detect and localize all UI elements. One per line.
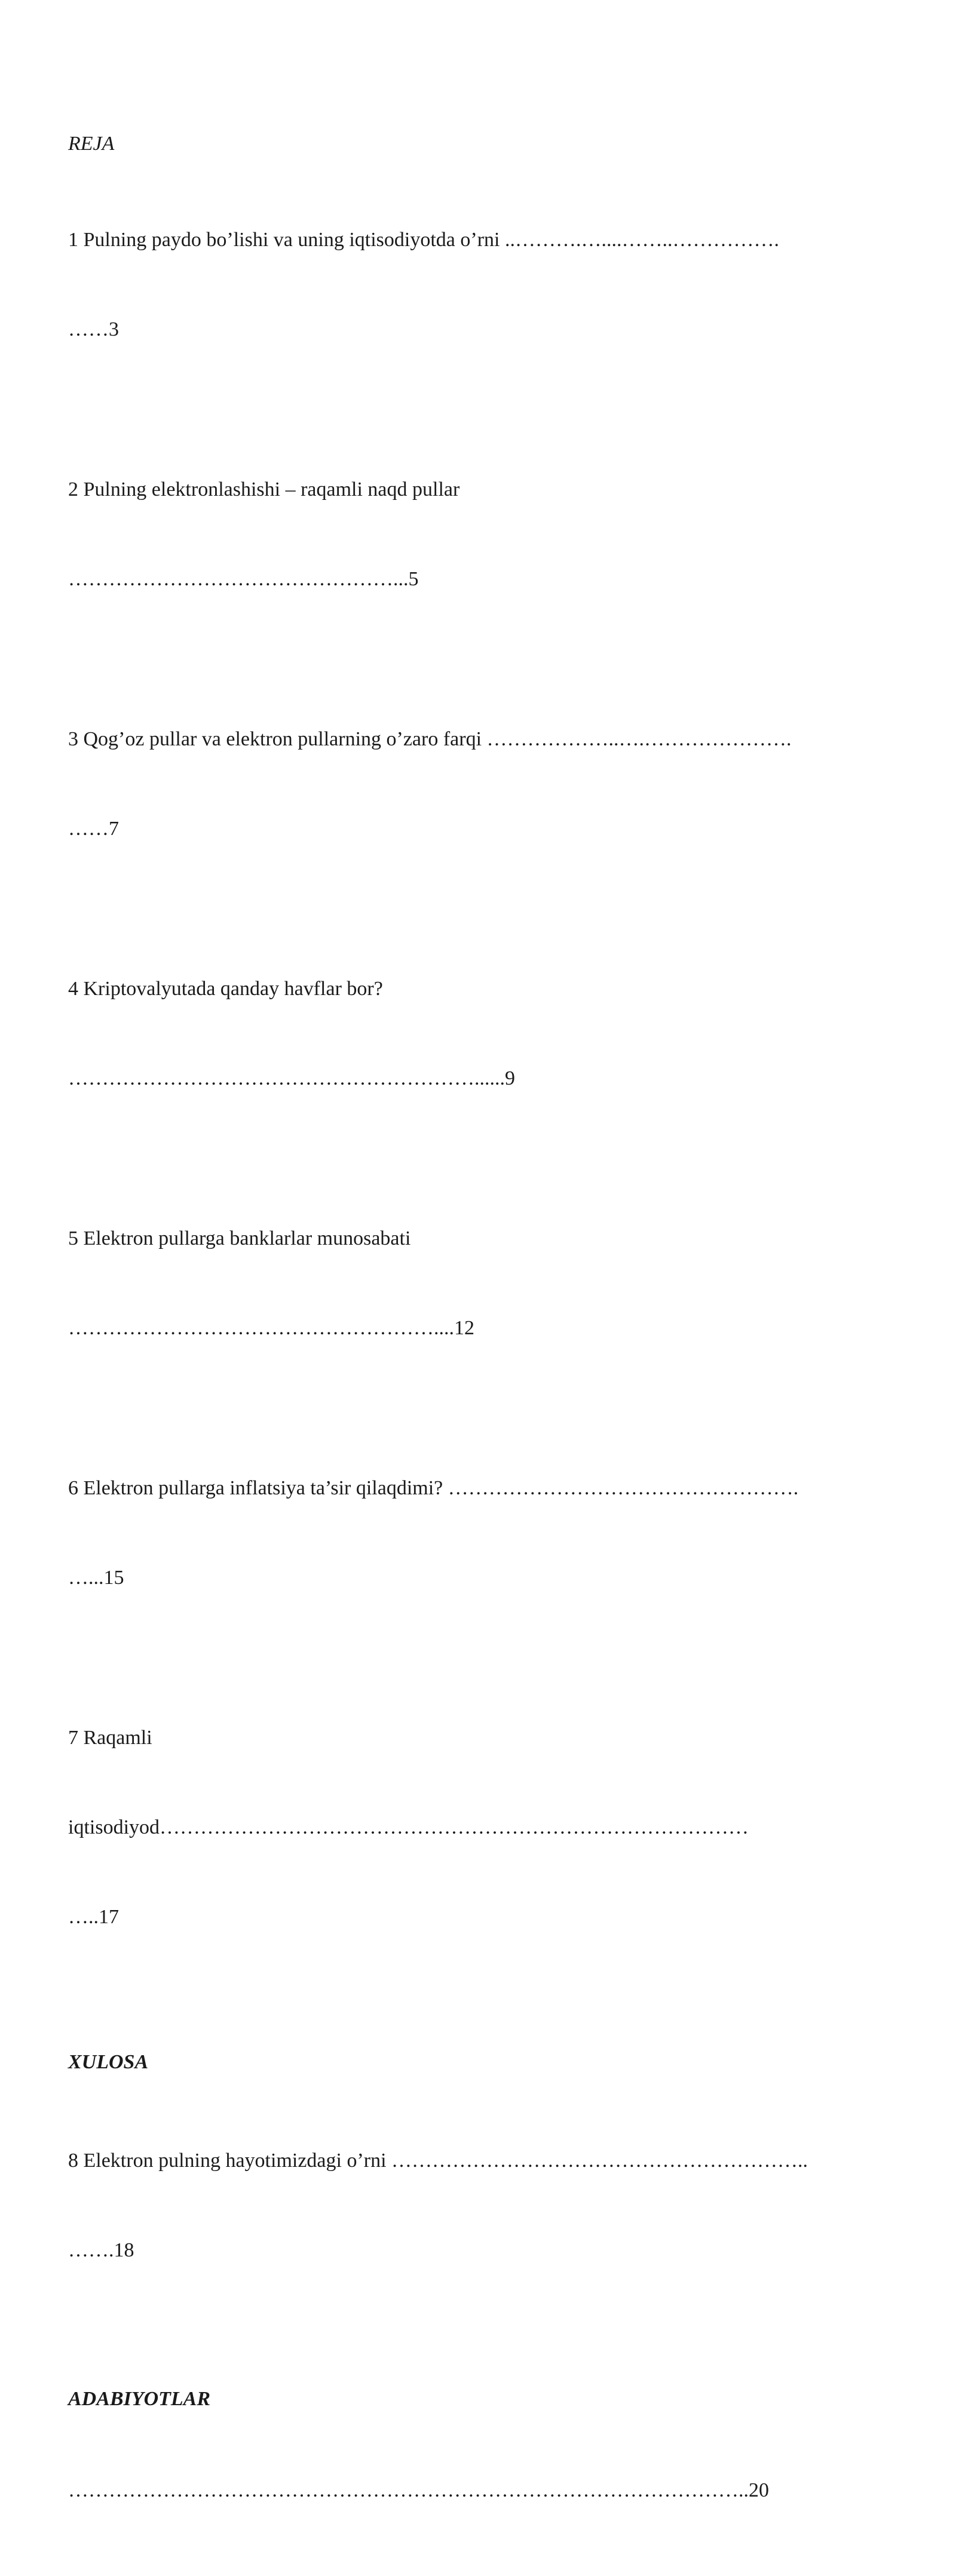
xulosa-heading: XULOSA xyxy=(68,2051,149,2073)
reja-heading: REJA xyxy=(68,133,115,155)
toc-item-8 xyxy=(68,2086,893,2325)
toc-item-6 xyxy=(68,1414,893,1653)
section-spacer xyxy=(68,2336,893,2382)
section-spacer xyxy=(68,2003,893,2046)
toc-item-5 xyxy=(68,1164,893,1403)
toc-item-8-title: 8 Elektron pulning hayotimizdagi o’rni …………………………………………………….. xyxy=(68,2150,808,2172)
toc-item-4-page: ……………………………………………………......9 xyxy=(68,1067,515,1089)
toc-item-2-title: 2 Pulning elektronlashishi – raqamli naqd pullar xyxy=(68,478,460,501)
adabiyotlar-entry xyxy=(68,2416,893,2565)
toc-item-6-page: …...15 xyxy=(68,1567,124,1589)
toc-item-3 xyxy=(68,665,893,904)
toc-item-6-title: 6 Elektron pullarga inflatsiya ta’sir qilaqdimi? ……………………………………………. xyxy=(68,1477,799,1499)
toc-item-1 xyxy=(68,165,893,404)
toc-item-7-title-cont: iqtisodiyod…………………………………………………………………………… xyxy=(68,1816,749,1838)
toc-item-4-title: 4 Kriptovalyutada qanday havflar bor? xyxy=(68,978,383,1000)
toc-item-2 xyxy=(68,415,893,654)
toc-item-8-page: …….18 xyxy=(68,2239,134,2261)
toc-item-7 xyxy=(68,1663,893,1992)
toc-item-7-title: 7 Raqamli xyxy=(68,1727,152,1749)
toc-item-7-page: …..17 xyxy=(68,1906,119,1928)
toc-item-3-page: ……7 xyxy=(68,818,119,840)
toc-item-1-page: ……3 xyxy=(68,318,119,340)
toc-item-5-title: 5 Elektron pullarga banklarlar munosabati xyxy=(68,1227,411,1249)
toc-item-5-page: ………………………………………………....12 xyxy=(68,1317,474,1339)
toc-item-3-title: 3 Qog’oz pullar va elektron pullarning o’zaro farqi ………………..….…………………. xyxy=(68,728,792,750)
adabiyotlar-page: ………………………………………………………………………………………..20 xyxy=(68,2479,769,2501)
toc-item-1-title: 1 Pulning paydo bo’lishi va uning iqtisodiyotda o’rni ..……….…....……..……………. xyxy=(68,229,779,251)
document-page xyxy=(68,127,893,2576)
toc-item-2-page: …………………………………………...5 xyxy=(68,568,419,590)
adabiyotlar-heading: ADABIYOTLAR xyxy=(68,2388,211,2410)
toc-item-4 xyxy=(68,914,893,1153)
